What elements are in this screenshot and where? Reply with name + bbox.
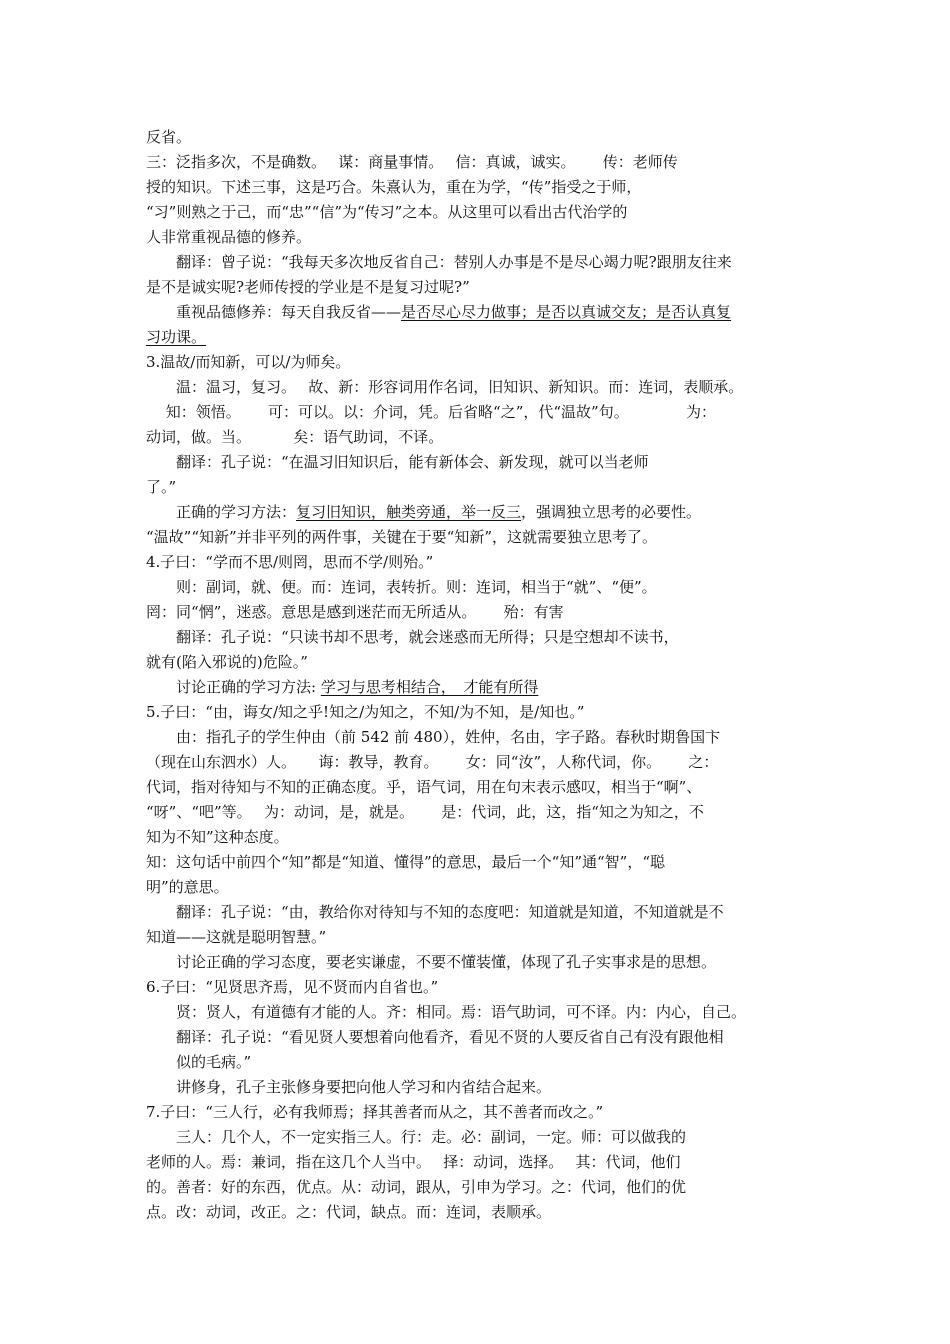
text-line: 翻译：曾子说：“我每天多次地反省自己：替别人办事是不是尽心竭力呢?跟朋友往来 [146, 253, 732, 271]
text-line: 动词，做。当。 矣：语气助词，不译。 [146, 428, 444, 446]
text-line: “呀”、“吧”等。 为：动词，是，就是。 是：代词，此，这，指“知之为知之，不 [146, 803, 704, 821]
text-line: 明”的意思。 [146, 878, 229, 896]
text-line: 三：泛指多次，不是确数。 谋：商量事情。 信：真诚，诚实。 传：老师传 [146, 153, 678, 171]
text-line: 翻译：孔子说：“在温习旧知识后，能有新体会、新发现，就可以当老师 [146, 453, 649, 471]
text-line: 知为不知”这种态度。 [146, 828, 289, 846]
text-line: “温故”“知新”并非平列的两件事，关键在于要“知新”，这就需要独立思考了。 [146, 528, 658, 546]
text-segment: 重视品德修养：每天自我反省—— [146, 303, 402, 321]
text-line: 代词，指对待知与不知的正确态度。乎，语气词，用在句末表示感叹，相当于“啊”、 [146, 778, 702, 796]
text-line: 就有(陷入邪说的)危险。” [146, 653, 308, 671]
text-line: （现在山东泗水）人。 诲：教导，教育。 女：同“汝”，人称代词，你。 之： [146, 753, 719, 771]
underlined-text: 学习与思考相结合， 才能有所得 [320, 678, 539, 696]
text-line [146, 503, 701, 521]
text-line: 知：这句话中前四个“知”都是“知道、懂得”的意思，最后一个“知”通“智”，“聪 [146, 853, 666, 871]
text-line: 反省。 [146, 128, 192, 146]
text-line: 讨论正确的学习态度，要老实谦虚，不要不懂装懂，体现了孔子实事求是的思想。 [146, 953, 717, 971]
section-heading: 6.子曰：“见贤思齐焉，见不贤而内自省也。” [146, 978, 439, 996]
text-line: 是不是诚实呢?老师传授的学业是不是复习过呢?” [146, 278, 470, 296]
text-line: 贤：贤人，有道德有才能的人。齐：相同。焉：语气助词，可不译。内：内心，自己。 [146, 1003, 747, 1021]
underlined-text-line: 习功课。 [146, 328, 207, 346]
section-heading: 4.子曰：“学而不思/则罔，思而不学/则殆。” [146, 553, 434, 571]
text-line: 则：副词，就、便。而：连词，表转折。则：连词，相当于“就”、“便”。 [146, 578, 657, 596]
text-line: 翻译：孔子说：“由，教给你对待知与不知的态度吧：知道就是知道，不知道就是不 [146, 903, 724, 921]
text-line: 温：温习，复习。 故、新：形容词用作名词，旧知识、新知识。而：连词，表顺承。 [146, 378, 744, 396]
text-line: 知：领悟。 可：可以。以：介词，凭。后省略“之”，代“温故”句。 为： [146, 403, 716, 421]
text-line: 似的毛病。” [146, 1053, 252, 1071]
text-line: 由：指孔子的学生仲由（前 542 前 480），姓仲，名由，字子路。春秋时期鲁国卞 [146, 728, 721, 746]
text-line [146, 678, 538, 696]
section-heading: 3.温故/而知新，可以/为师矣。 [146, 353, 351, 371]
text-line: 知道——这就是聪明智慧。” [146, 928, 327, 946]
text-segment: 正确的学习方法： [146, 503, 297, 521]
text-line: 授的知识。下述三事，这是巧合。朱熹认为，重在为学，“传”指受之于师， [146, 178, 642, 196]
text-line: 了。” [146, 478, 177, 496]
text-segment: ，强调独立思考的必要性。 [521, 503, 702, 521]
text-line: “习”则熟之于己，而“忠”“信”为“传习”之本。从这里可以看出古代治学的 [146, 203, 628, 221]
text-segment: 讨论正确的学习方法: [146, 678, 321, 696]
section-heading: 5.子曰：“由，诲女/知之乎!知之/为知之，不知/为不知，是/知也。” [146, 703, 585, 721]
underlined-text: 是否尽心尽力做事；是否以真诚交友；是否认真复 [401, 303, 732, 321]
text-line: 老师的人。焉：兼词，指在这几个人当中。 择：动词，选择。 其：代词，他们 [146, 1153, 681, 1171]
text-line: 讲修身，孔子主张修身要把向他人学习和内省结合起来。 [146, 1078, 552, 1096]
text-line [146, 303, 731, 321]
text-line: 翻译：孔子说：“只读书却不思考，就会迷惑而无所得；只是空想却不读书， [146, 628, 679, 646]
text-line: 点。改：动词，改正。之：代词，缺点。而：连词，表顺承。 [146, 1203, 552, 1221]
section-heading: 7.子曰：“三人行，必有我师焉；择其善者而从之，其不善者而改之。” [146, 1103, 604, 1121]
text-line: 的。善者：好的东西，优点。从：动词，跟从，引申为学习。之：代词，他们的优 [146, 1178, 687, 1196]
underlined-text: 复习旧知识，触类旁通，举一反三 [296, 503, 522, 521]
text-line: 翻译：孔子说：“看见贤人要想着向他看齐，看见不贤的人要反省自己有没有跟他相 [146, 1028, 724, 1046]
text-line: 人非常重视品德的修养。 [146, 228, 312, 246]
text-line: 三人：几个人，不一定实指三人。行：走。必：副词，一定。师：可以做我的 [146, 1128, 687, 1146]
text-line: 罔：同“惘”，迷惑。意思是感到迷茫而无所适从。 殆：有害 [146, 603, 564, 621]
